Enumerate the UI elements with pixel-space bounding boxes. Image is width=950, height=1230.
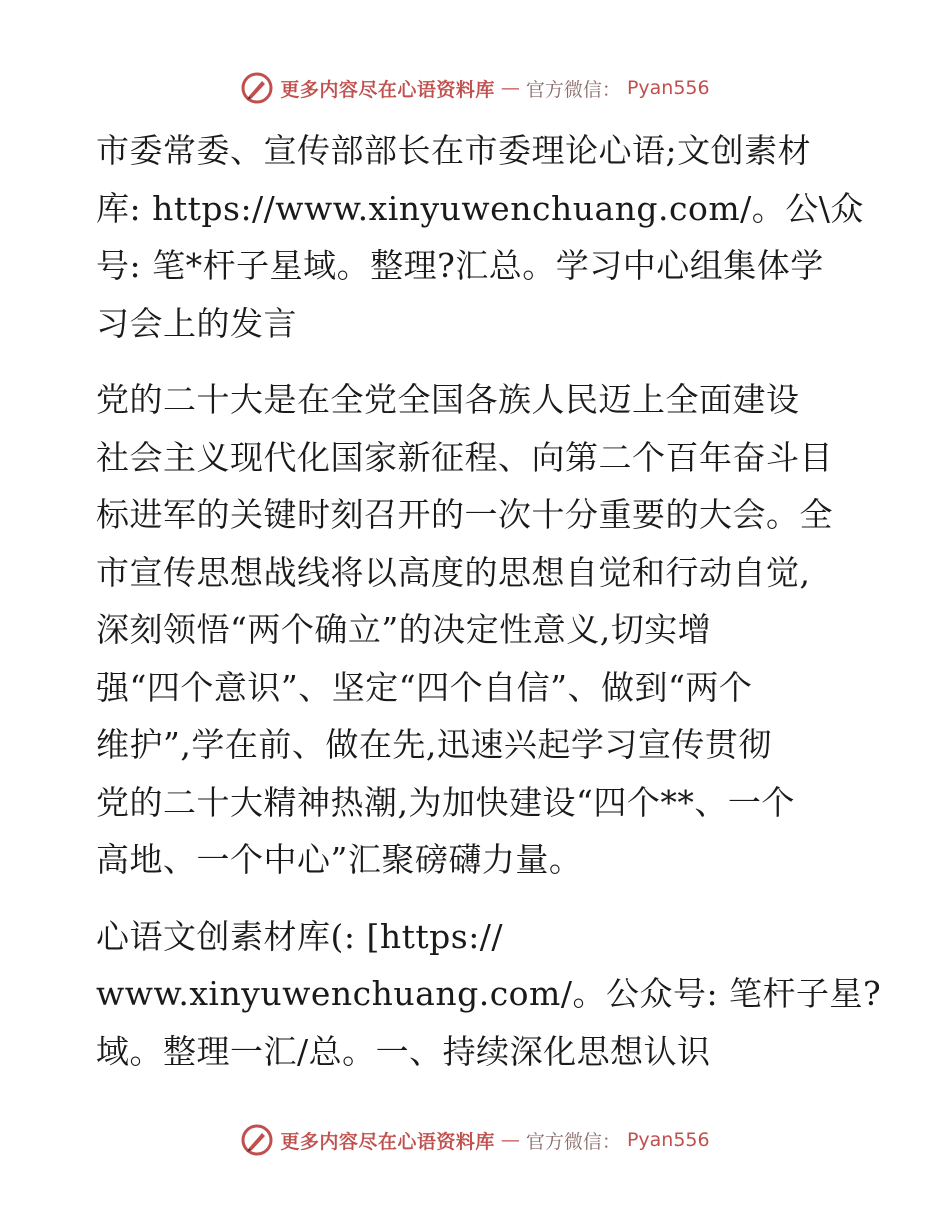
text-line: 库: https://www.xinyuwenchuang.com/。公\众	[96, 188, 864, 228]
paragraph-body	[96, 371, 856, 889]
text-line: 域。整理一汇/总。一、持续深化思想认识	[96, 1031, 711, 1071]
text-line: 高地、一个中心”汇聚磅礴力量。	[96, 840, 583, 879]
watermark-dash: —	[500, 1129, 520, 1151]
paragraph-title	[96, 122, 864, 352]
text-line: 深刻领悟“两个确立”的决定性意义,切实增	[96, 610, 712, 649]
text-line: 心语文创素材库(: [https://	[96, 916, 504, 956]
document-body	[96, 122, 882, 1099]
watermark-sub-text: 官方微信：	[525, 1130, 621, 1153]
text-line: 维护”,学在前、做在先,迅速兴起学习宣传贯彻	[96, 725, 772, 764]
text-line: 党的二十大精神热潮,为加快建设“四个**、一个	[96, 782, 795, 822]
text-line: 标进军的关键时刻召开的一次十分重要的大会。全	[96, 495, 833, 534]
text-line: 号: 笔*杆子星域。整理?汇总。学习中心组集体学	[96, 246, 824, 285]
paragraph-section	[96, 908, 882, 1081]
watermark-sub-text: 官方微信：	[525, 78, 621, 101]
watermark-handle: Pyan556	[626, 77, 710, 99]
text-line: 强“四个意识”、坚定“四个自信”、做到“两个	[96, 667, 753, 707]
watermark-banner-bottom	[0, 1120, 950, 1160]
text-line: 党的二十大是在全党全国各族人民迈上全面建设	[96, 380, 800, 419]
pen-logo-icon	[240, 71, 274, 105]
watermark-banner-top	[0, 68, 950, 108]
watermark-handle: Pyan556	[626, 1129, 710, 1151]
text-line: 社会主义现代化国家新征程、向第二个百年奋斗目	[96, 437, 833, 477]
text-line: www.xinyuwenchuang.com/。公众号: 笔杆子星?	[96, 974, 882, 1013]
watermark-dash: —	[500, 77, 520, 99]
watermark-main-text: 更多内容尽在心语资料库	[280, 78, 495, 101]
text-line: 市委常委、宣传部部长在市委理论心语;文创素材	[96, 131, 812, 170]
text-line: 习会上的发言	[96, 303, 297, 343]
watermark-main-text: 更多内容尽在心语资料库	[280, 1130, 495, 1153]
pen-logo-icon	[240, 1123, 274, 1157]
text-line: 市宣传思想战线将以高度的思想自觉和行动自觉,	[96, 552, 811, 592]
